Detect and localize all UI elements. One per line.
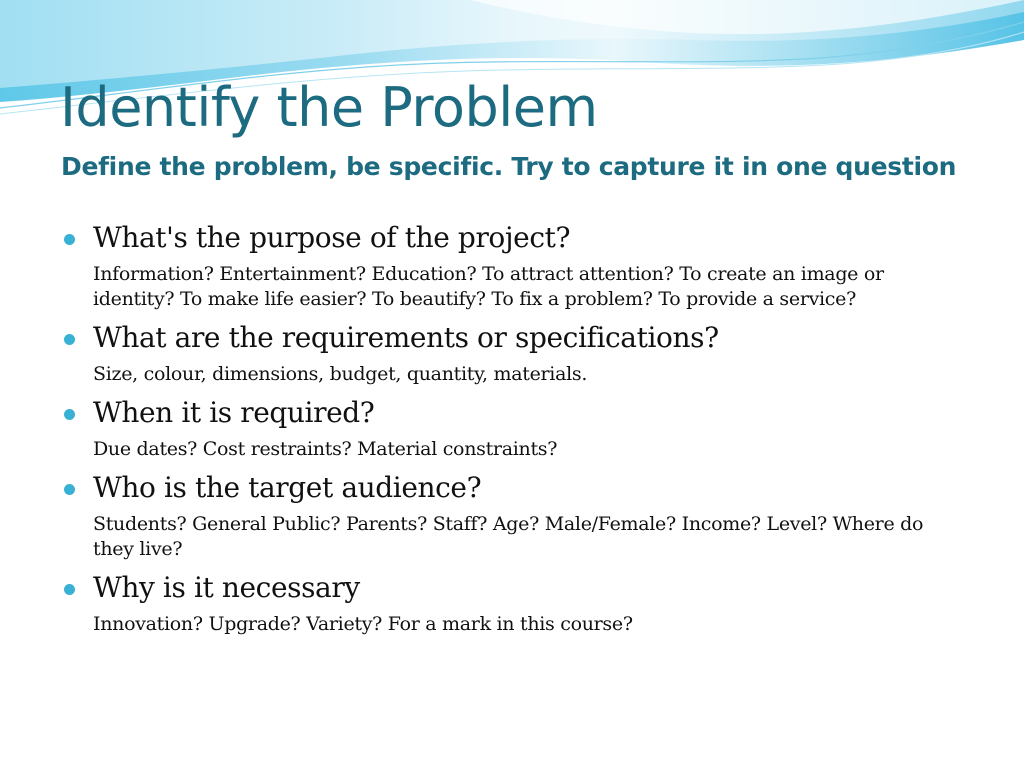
bullet-dot-icon [64,584,75,595]
bullet-dot-icon [64,409,75,420]
bullet-question: Who is the target audience? [93,471,482,504]
bullet-item-when [60,393,980,462]
bullet-detail: Due dates? Cost restraints? Material constraints? [93,438,558,460]
bullet-detail: Information? Entertainment? Education? To attract attention? To create an image or identity? To make life easier? To beautify? To fix a problem? To provide a service? [93,263,884,310]
slide-subtitle: Define the problem, be specific. Try to capture it in one question [61,152,957,181]
bullet-dot-icon [64,234,75,245]
bullet-item-purpose [60,218,980,312]
slide-title: Identify the Problem [60,76,598,139]
bullet-detail: Students? General Public? Parents? Staff? Age? Male/Female? Income? Level? Where do they live? [93,513,924,560]
bullet-list [60,218,980,643]
bullet-question: What's the purpose of the project? [93,221,571,254]
bullet-detail: Size, colour, dimensions, budget, quantity, materials. [93,363,588,385]
bullet-question: Why is it necessary [93,571,360,604]
bullet-dot-icon [64,334,75,345]
bullet-detail: Innovation? Upgrade? Variety? For a mark in this course? [93,613,633,635]
bullet-item-requirements [60,318,980,387]
bullet-dot-icon [64,484,75,495]
bullet-question: What are the requirements or specifications? [93,321,719,354]
bullet-item-why [60,568,980,637]
bullet-question: When it is required? [93,396,375,429]
bullet-item-audience [60,468,980,562]
